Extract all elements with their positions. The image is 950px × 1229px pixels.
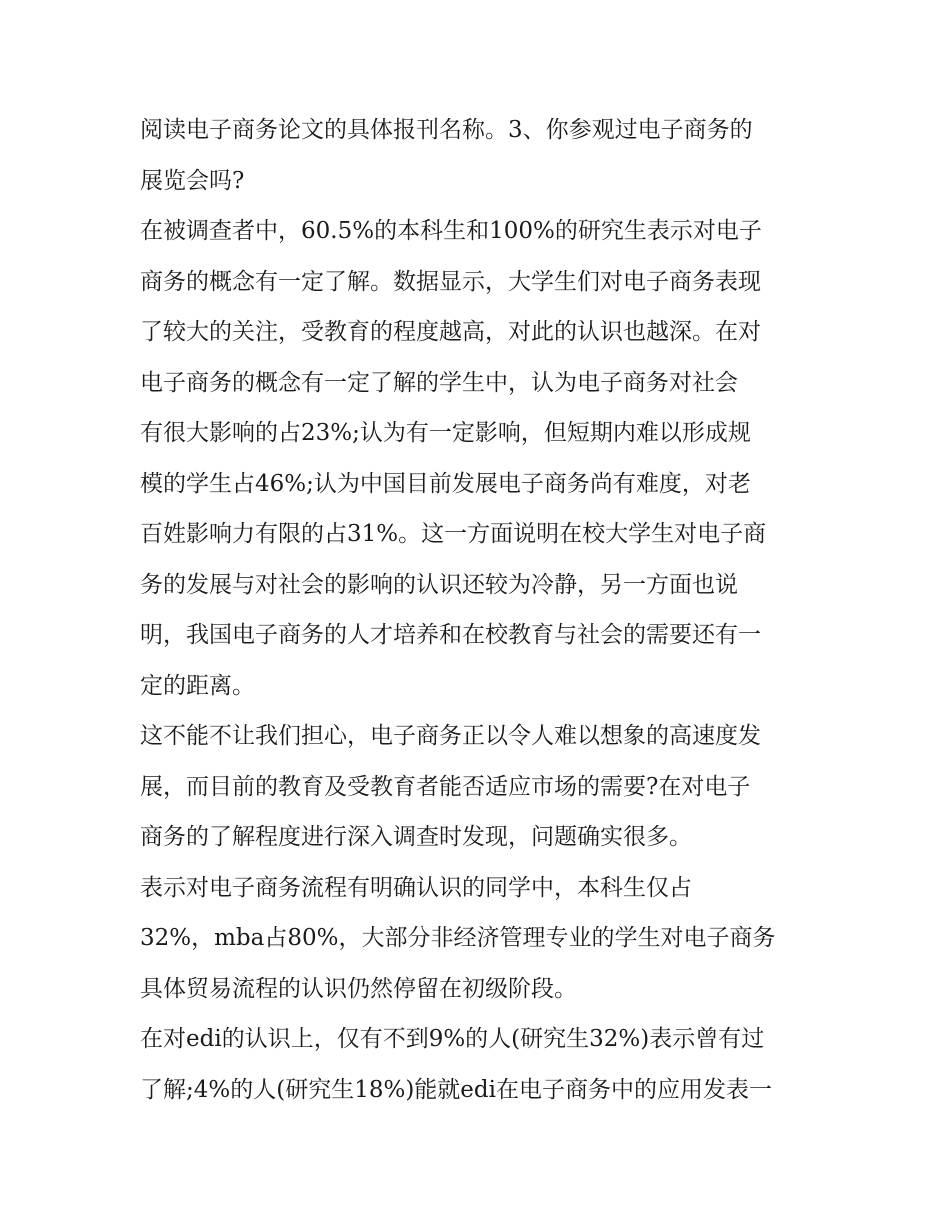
text-line: 商务的了解程度进行深入调查时发现，问题确实很多。	[140, 824, 692, 850]
paragraph-5	[140, 1014, 820, 1115]
text-line: 百姓影响力有限的占31%。这一方面说明在校大学生对电子商	[140, 521, 767, 547]
text-line: 了解;4%的人(研究生18%)能就edi在电子商务中的应用发表一	[140, 1076, 772, 1103]
text-line: 具体贸易流程的认识仍然停留在初级阶段。	[140, 975, 577, 1002]
text-line: 阅读电子商务论文的具体报刊名称。3、你参观过电子商务的	[140, 117, 753, 143]
text-line: 定的距离。	[140, 672, 255, 699]
paragraph-1	[140, 105, 820, 206]
text-line: 务的发展与对社会的影响的认识还较为冷静，另一方面也说	[140, 571, 738, 598]
paragraph-2	[140, 206, 820, 711]
text-line: 电子商务的概念有一定了解的学生中，认为电子商务对社会	[140, 369, 738, 396]
text-line: 展，而目前的教育及受教育者能否适应市场的需要?在对电子	[140, 773, 751, 800]
paragraph-4	[140, 863, 820, 1015]
text-line: 32%，mba占80%，大部分非经济管理专业的学生对电子商务	[140, 925, 776, 951]
text-line: 在对edi的认识上，仅有不到9%的人(研究生32%)表示曾有过	[140, 1026, 765, 1052]
text-line: 在被调查者中，60.5%的本科生和100%的研究生表示对电子	[140, 218, 762, 244]
document-body	[140, 105, 820, 1115]
text-line: 商务的概念有一定了解。数据显示，大学生们对电子商务表现	[140, 268, 761, 295]
text-line: 明，我国电子商务的人才培养和在校教育与社会的需要还有一	[140, 622, 761, 648]
text-line: 了较大的关注，受教育的程度越高，对此的认识也越深。在对	[140, 319, 761, 345]
text-line: 表示对电子商务流程有明确认识的同学中，本科生仅占	[140, 874, 692, 901]
paragraph-3	[140, 711, 820, 863]
text-line: 展览会吗?	[140, 167, 245, 194]
text-line: 模的学生占46%;认为中国目前发展电子商务尚有难度，对老	[140, 470, 751, 497]
text-line: 这不能不让我们担心，电子商务正以令人难以想象的高速度发	[140, 723, 761, 749]
text-line: 有很大影响的占23%;认为有一定影响，但短期内难以形成规	[140, 420, 751, 446]
